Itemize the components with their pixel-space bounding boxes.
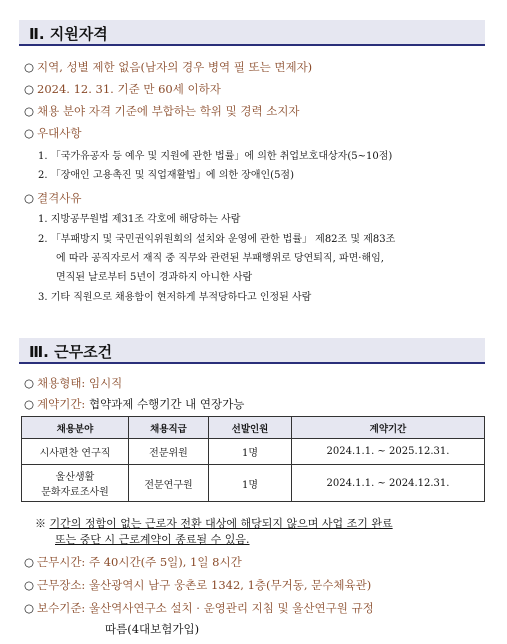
column-header: 채용분야 — [22, 417, 129, 439]
section-title: Ⅱ. 지원자격 — [29, 25, 108, 43]
column-header: 채용직급 — [129, 417, 209, 439]
contract-period: ○ 계약기간: 협약과제 수행기간 내 연장가능 — [24, 397, 245, 411]
field-cell: 시사편찬 연구직 — [22, 439, 129, 465]
preference-item: 1. 「국가유공자 등 예우 및 지원에 관한 법률」에 의한 취업보호대상자(5~10점) — [38, 151, 393, 162]
disqualification-continuation: 면직된 날로부터 5년이 경과하지 아니한 사람 — [56, 272, 253, 283]
preference-item: 2. 「장애인 고용촉진 및 직업재활법」에 의한 장애인(5점) — [38, 170, 294, 181]
disqualification-item: 3. 기타 직원으로 채용함이 현저하게 부적당하다고 인정된 사람 — [38, 292, 312, 303]
table-row — [22, 465, 485, 502]
table-row — [22, 439, 485, 465]
pay-standard: ○ 보수기준: 울산역사연구소 설치 · 운영관리 지침 및 울산연구원 규정 — [24, 601, 374, 615]
rank-cell: 전문연구원 — [129, 465, 209, 502]
rank-cell: 전문위원 — [129, 439, 209, 465]
field-cell: 울산생활 문화자료조사원 — [22, 465, 129, 502]
circle-bullet-icon: ○ — [24, 82, 35, 96]
disqualification-item: 1. 지방공무원법 제31조 각호에 해당하는 사람 — [38, 214, 241, 225]
disqualification-continuation: 에 따라 공직자로서 재직 중 직무와 관련된 부패행위로 당연퇴직, 파면·해임, — [56, 253, 384, 264]
section-title: Ⅲ. 근무조건 — [29, 343, 113, 361]
working-hours: ○ 근무시간: 주 40시간(주 5일), 1일 8시간 — [24, 555, 242, 569]
circle-bullet-icon: ○ — [24, 60, 35, 74]
circle-bullet-icon: ○ — [24, 555, 35, 569]
circle-bullet-icon: ○ — [24, 578, 35, 592]
period-cell: 2024.1.1. ~ 2024.12.31. — [292, 465, 485, 502]
contract-note: ※ 기간의 정함이 없는 근로자 전환 대상에 해당되지 않으며 사업 조기 완료 또는 중단 시 근로계약이 종료될 수 있음. — [35, 517, 393, 546]
list-item: ○ 채용 분야 자격 기준에 부합하는 학위 및 경력 소지자 — [24, 104, 300, 118]
count-cell: 1명 — [209, 439, 292, 465]
reference-mark-icon: ※ — [35, 517, 46, 530]
disqualification-item: 2. 「부패방지 및 국민권익위원회의 설치와 운영에 관한 법률」 제82조 및 제83조 — [38, 234, 396, 245]
section-header-qualifications — [19, 20, 485, 46]
list-item: ○ 지역, 성별 제한 없음(남자의 경우 병역 필 또는 면제자) — [24, 60, 313, 74]
period-cell: 2024.1.1. ~ 2025.12.31. — [292, 439, 485, 465]
employment-type: ○ 채용형태: 임시직 — [24, 376, 123, 390]
circle-bullet-icon: ○ — [24, 126, 35, 140]
list-item: ○ 우대사항 — [24, 126, 82, 140]
circle-bullet-icon: ○ — [24, 601, 35, 615]
table-header-row — [22, 417, 485, 439]
circle-bullet-icon: ○ — [24, 104, 35, 118]
section-header-conditions — [19, 338, 485, 364]
list-item: ○ 2024. 12. 31. 기준 만 60세 이하자 — [24, 82, 221, 96]
column-header: 선발인원 — [209, 417, 292, 439]
circle-bullet-icon: ○ — [24, 191, 35, 205]
column-header: 계약기간 — [292, 417, 485, 439]
work-place: ○ 근무장소: 울산광역시 남구 웅촌로 1342, 1층(무거동, 문수체육관) — [24, 578, 372, 592]
circle-bullet-icon: ○ — [24, 397, 35, 411]
count-cell: 1명 — [209, 465, 292, 502]
list-item: ○ 결격사유 — [24, 191, 82, 205]
circle-bullet-icon: ○ — [24, 376, 35, 390]
pay-standard-continuation: 따름(4대보험가입) — [105, 622, 200, 636]
recruitment-table — [21, 416, 485, 502]
